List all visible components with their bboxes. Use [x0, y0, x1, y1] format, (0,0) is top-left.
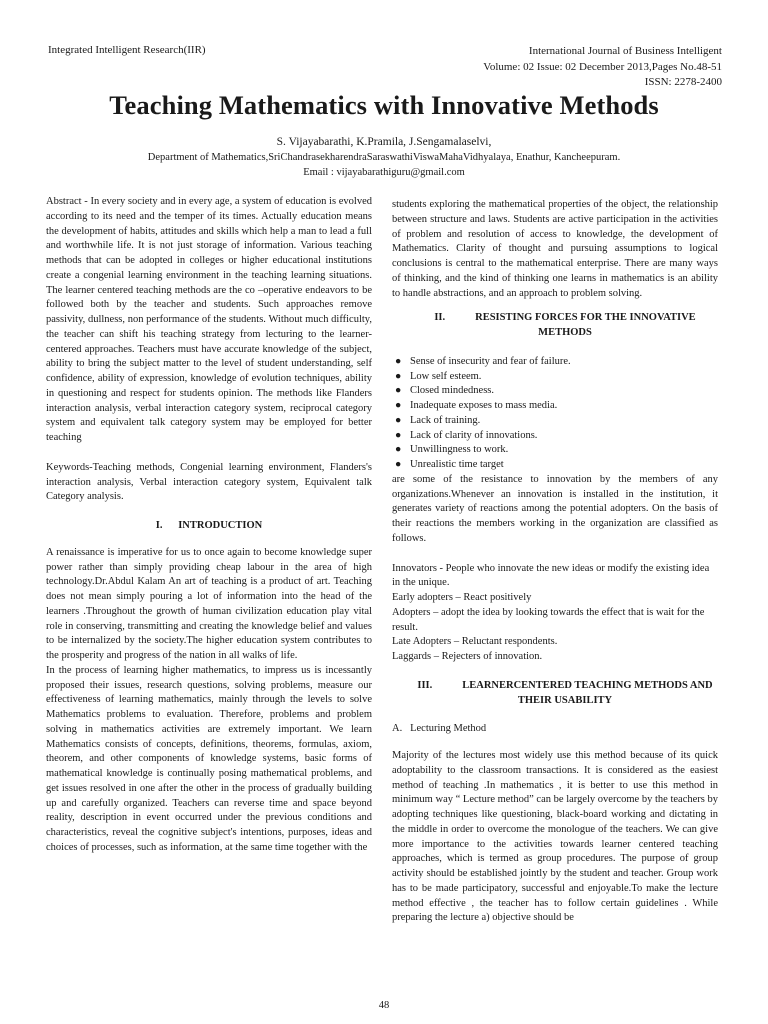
bullet-icon: ● [395, 370, 402, 382]
section-number: II. [434, 312, 446, 324]
section-heading-learner-centered [392, 679, 718, 709]
adopter-early: Early adopters – React positively [392, 592, 532, 603]
lecturing-paragraph: Majority of the lectures most widely use this method because of its quick adoptability to the classroom transactions. It is considered as the easiest method of teaching .In mathematics , it is better to use this method in minimum way “ Lecture method” can be largely overcome by the teachers by adopting techniques like questioning, black-board working and dictating in the middle in order to overcome the monologue of the teachers. We can give more importance to the activities towards learner centered teaching approaches, which is termed as group procedures. The purpose of group activity should be established jointly by the student and teacher. Group work has to be made participatory, successful and enjoyable.To make the lecture method effective , the teacher has to follow certain guidelines . While preparing the lecture a) objective should be [392, 750, 718, 924]
bullet-icon: ● [395, 429, 402, 441]
bullet-icon: ● [395, 414, 402, 426]
resisting-forces-list [392, 355, 718, 473]
list-item: ● Lack of training. [392, 414, 718, 429]
abstract: Abstract - In every society and in every age, a system of education is evolved according to its need and the temper of its times. Actually education means the development of habits, attitudes and skills which help a man to lead a full and worthwhile life. It is not just storage of information. Various teaching methods that can be adopted in colleges or higher educational institutions create a congenial learning environment in the teaching learning situations. The learner centered teaching methods are the co –operative endeavors to be followed both by the teacher and students. Such approaches remove passivity, dullness, non performance of the students. Without much difficulty, the teacher can shift his teaching strategy from lecturing to the learner- centered approaches. Teachers must have accurate knowledge of the subject, ability to bring the subject matter to the level of student understanding, self confidence, ability of expression, knowledge of evolution techniques, ability in questioning and respect for students opinion. The methods like Flanders interaction analysis, verbal interaction category system, reciprocal category system and equivalent talk category system may be employed for better teaching [46, 196, 372, 443]
journal-volume: Volume: 02 Issue: 02 December 2013,Pages No.48-51 [483, 60, 722, 73]
continued-paragraph: students exploring the mathematical properties of the object, the relationship between structure and laws. Students are active participation in the activities of problem and resolution of access to knowledge, the development of Mathematics. Clarity of thought and pursuing assumptions to logical conclusions is central to the mathematical enterprise. There are many ways of thinking, and the kind of thinking one learns in mathematics is an ability to handle abstractions, and an approach to problem solving. [392, 199, 718, 299]
adopter-laggards: Laggards – Rejecters of innovation. [392, 651, 543, 662]
list-item: ● Unwillingness to work. [392, 443, 718, 458]
paper-authors: S. Vijayabarathi, K.Pramila, J.Sengamalaselvi, [276, 136, 492, 148]
list-item: ● Sense of insecurity and fear of failure. [392, 355, 718, 370]
bullet-icon: ● [395, 385, 402, 397]
list-item: ● Unrealistic time target [392, 458, 718, 473]
adopter-late: Late Adopters – Reluctant respondents. [392, 636, 558, 648]
adopter-innovators: Innovators - People who innovate the new ideas or modify the existing idea in the unique. [392, 562, 710, 589]
bullet-icon: ● [395, 400, 402, 411]
section-heading-introduction: I. INTRODUCTION [155, 520, 263, 531]
author-email: Email : vijayabarathiguru@gmail.com [303, 167, 465, 178]
paper-title: Teaching Mathematics with Innovative Methods [109, 90, 659, 120]
bullet-icon: ● [395, 355, 402, 367]
journal-info [483, 44, 722, 91]
list-item: ● Lack of clarity of innovations. [392, 429, 718, 444]
author-affiliation: Department of Mathematics,SriChandrasekharendraSaraswathiViswaMahaVidhyalaya, Enathur, Kancheepuram. [147, 152, 621, 163]
keywords: Keywords-Teaching methods, Congenial learning environment, Flanders's interaction analysis, Verbal interaction category system, Equivalent talk Category analysis. [46, 461, 372, 503]
intro-paragraph-2: In the process of learning higher mathematics, to impress us is incessantly proposed their issues, research questions, solving problems, measure our effectiveness of learning mathematics, mainly through the levels to solve Mathematics problems to evaluation. Therefore, problems and problem solving in mathematics activities are extremely important. We learn Mathematics consists of concepts, definitions, theorems, formulas, axiom, theorem, and other components of knowledge systems, basic forms of mathematical knowledge is continually posing mathematical problems, and get issues resolved in one after the other in the process of gradually building up and carefully organized. Teachers can reverse time and space beyond reality, description in event occurred under the previous conditions and characteristics, reveal the cognitive subject's intentions, purposes, ideas and choices of processes, such as information, at the same time together with the [46, 664, 372, 853]
journal-publisher: Integrated Intelligent Research(IIR) [48, 44, 206, 56]
resistance-paragraph: are some of the resistance to innovation by the members of any organizations.Whenever an innovation is installed in the institution, it generates variety of reactions among the potential adopters. On the basis of their reactions the members working in the organization are classified as follows. [392, 473, 718, 544]
list-item: ● Low self esteem. [392, 370, 718, 385]
section-title: RESISTING FORCES FOR THE INNOVATIVE METHODS [475, 312, 696, 338]
list-item: ● Closed mindedness. [392, 384, 718, 399]
subsection-heading-lecturing: A. Lecturing Method [392, 723, 487, 735]
right-column [392, 198, 718, 926]
section-title: LEARNERCENTERED TEACHING METHODS AND THEIR USABILITY [462, 679, 713, 706]
left-column [46, 195, 372, 856]
journal-name: International Journal of Business Intelligent [528, 45, 722, 57]
intro-paragraph-1: A renaissance is imperative for us to once again to become knowledge super power rather than simply providing cheap labour in the area of high technology.Dr.Abdul Kalam An art of teaching is a product of art. Teaching does not mean simply pouring a lot of information into the head of the learners .Throughout the growth of human civilization education play vital role in conserving, transmitting and creating the knowledge belief and values to be internalized by the society.The higher education system contributes to the prosperity and progress of the nation in all walks of life. [46, 546, 372, 661]
page-number: 48 [378, 1000, 390, 1011]
journal-issn: ISSN: 2278-2400 [644, 76, 722, 88]
section-heading-resisting-forces [392, 311, 718, 341]
section-number: III. [417, 679, 433, 691]
bullet-icon: ● [395, 459, 402, 470]
list-item: ● Inadequate exposes to mass media. [392, 399, 718, 414]
bullet-icon: ● [395, 444, 402, 456]
adopter-adopters: Adopters – adopt the idea by looking towards the effect that is wait for the result. [392, 606, 705, 633]
